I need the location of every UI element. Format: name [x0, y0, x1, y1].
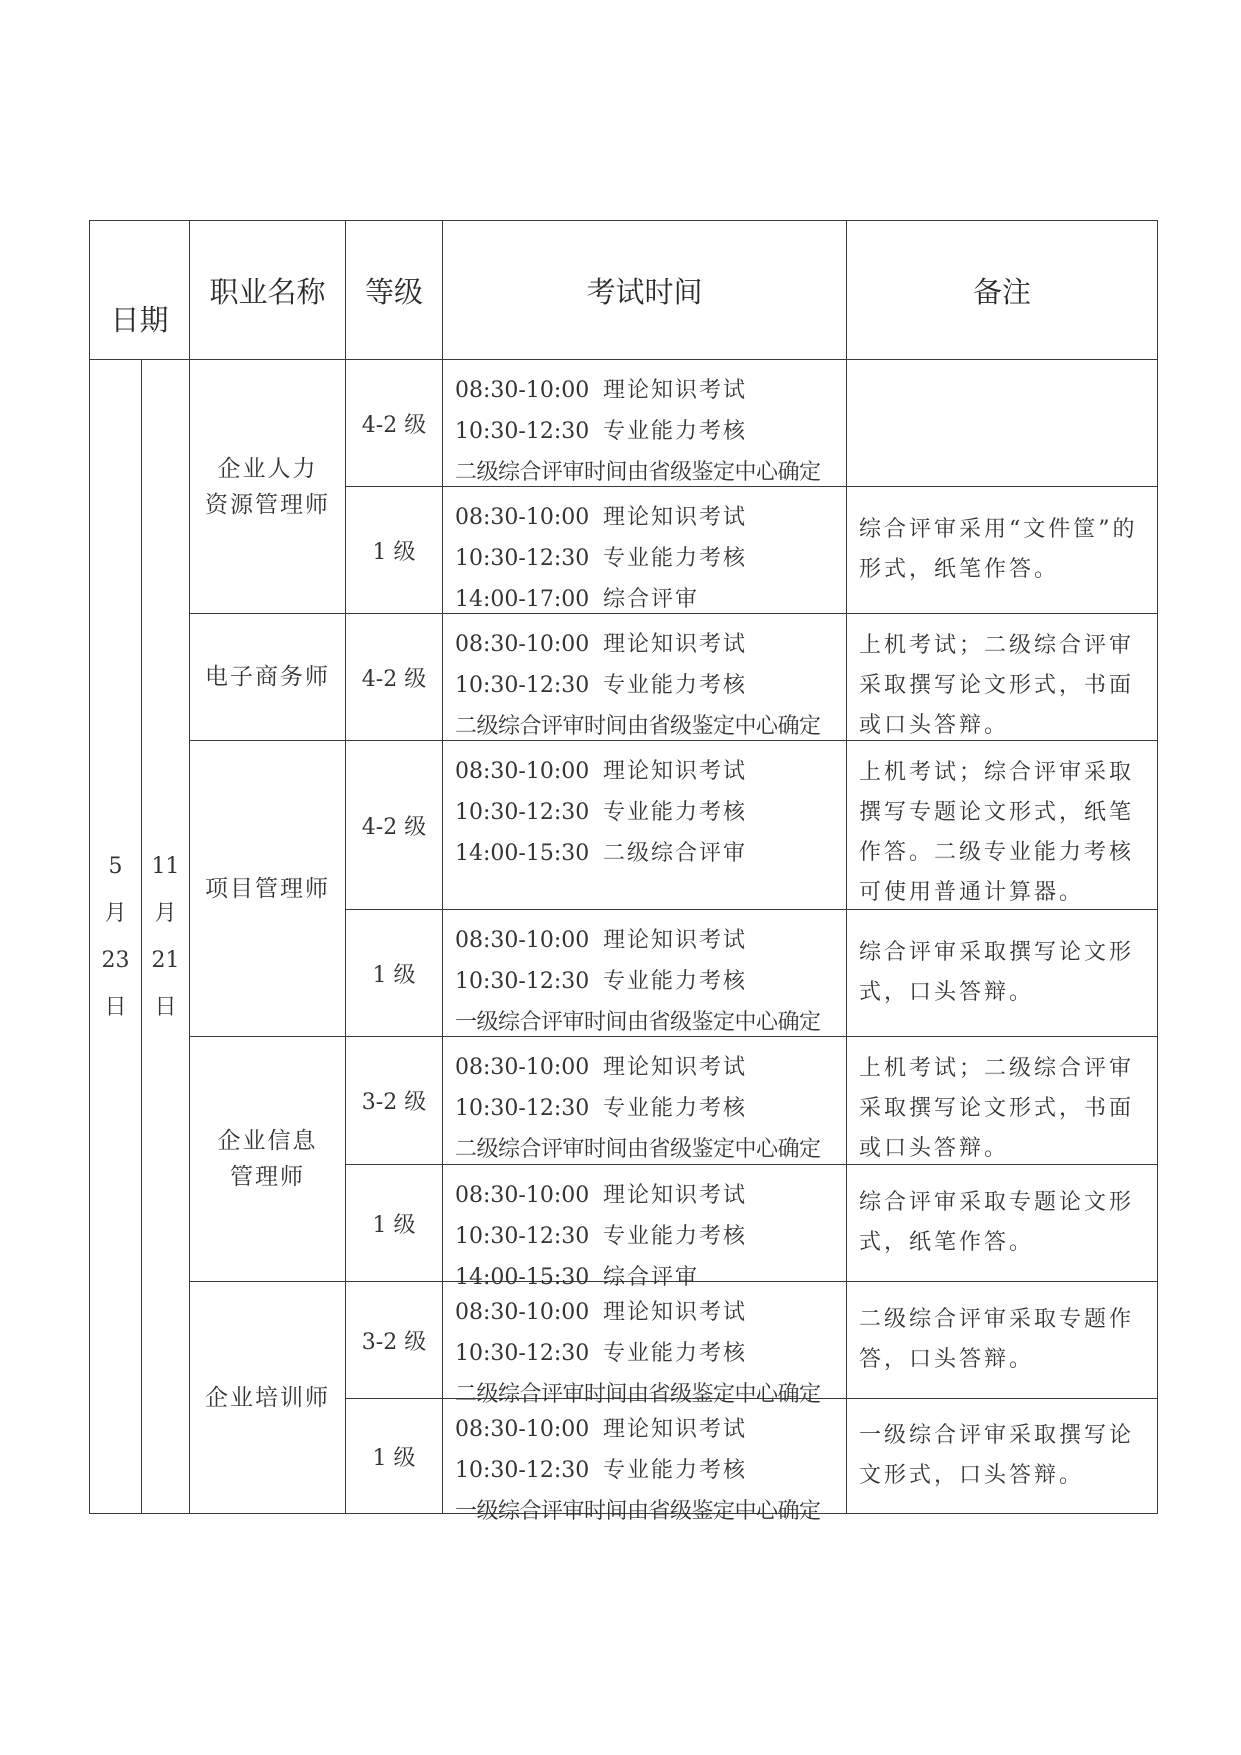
exam-time-range: 08:30-10:00: [455, 1055, 590, 1080]
remark-cell: [847, 1282, 1157, 1399]
remark-text: 综合评审采取撰写论文形式，口头答辩。: [859, 940, 1135, 1005]
occupation-name: [205, 871, 330, 907]
remark-text: 一级综合评审采取撰写论文形式，口头答辩。: [859, 1423, 1135, 1488]
date-1-part: 23: [101, 947, 130, 973]
exam-time-range: 10:30-12:30: [455, 673, 590, 698]
exam-time-line: [455, 538, 846, 579]
exam-time-range: 10:30-12:30: [455, 969, 590, 994]
exam-subject: 专业能力考核: [603, 1096, 748, 1121]
exam-time-line: [455, 1292, 846, 1333]
exam-note: 二级综合评审时间由省级鉴定中心确定: [455, 1137, 821, 1162]
exam-time-line: [455, 1175, 846, 1216]
exam-time-line: [455, 1491, 846, 1532]
date-col-2: [142, 360, 190, 1513]
exam-time-line: [455, 751, 846, 792]
exam-subject: 综合评审: [603, 1265, 700, 1290]
header-level: [346, 221, 443, 360]
occupation-name-line: 项目管理师: [205, 875, 330, 902]
exam-subject: 理论知识考试: [603, 1183, 748, 1208]
exam-time-line: [455, 497, 846, 538]
level-label: 3-2 级: [361, 1090, 427, 1115]
occupation-name-line: 电子商务师: [205, 664, 330, 690]
exam-note: 一级综合评审时间由省级鉴定中心确定: [455, 1499, 821, 1524]
exam-time-range: 14:00-15:30: [455, 1265, 590, 1290]
exam-subject: 理论知识考试: [603, 1055, 748, 1080]
exam-subject: 综合评审: [603, 587, 700, 612]
exam-note: 一级综合评审时间由省级鉴定中心确定: [455, 1010, 821, 1035]
date-2-part: 21: [151, 947, 180, 973]
exam-time-line: [455, 1216, 846, 1257]
level-label: 4-2 级: [361, 412, 427, 438]
occupation-name-line: 管理师: [230, 1164, 305, 1190]
level-label: 1 级: [372, 1212, 416, 1238]
level-cell: [346, 360, 443, 487]
level-label: 3-2 级: [361, 1329, 427, 1355]
exam-time-cell: [443, 614, 847, 741]
occupation-name: [205, 1380, 330, 1416]
exam-time-range: 08:30-10:00: [455, 632, 590, 657]
exam-time-range: 10:30-12:30: [455, 1341, 590, 1366]
occupation-name-line: 企业培训师: [205, 1384, 330, 1411]
level-label: 1 级: [372, 1445, 416, 1471]
exam-note: 二级综合评审时间由省级鉴定中心确定: [455, 1382, 821, 1407]
level-cell: [346, 1165, 443, 1282]
exam-note: 二级综合评审时间由省级鉴定中心确定: [455, 460, 821, 485]
exam-time-cell: [443, 910, 847, 1037]
remark-text: 上机考试；二级综合评审采取撰写论文形式，书面或口头答辩。: [859, 1056, 1135, 1161]
exam-subject: 专业能力考核: [603, 419, 748, 444]
level-label: 4-2 级: [361, 666, 427, 692]
exam-time-line: [455, 833, 846, 874]
occupation-name: [205, 659, 330, 695]
date-1-part: 5: [108, 853, 123, 879]
remark-cell: [847, 614, 1157, 741]
exam-time-range: 08:30-10:00: [455, 1300, 590, 1325]
exam-subject: 专业能力考核: [603, 546, 748, 571]
exam-time-range: 10:30-12:30: [455, 1224, 590, 1249]
exam-subject: 理论知识考试: [603, 1417, 748, 1442]
date-2-part: 11: [151, 853, 180, 879]
exam-subject: 专业能力考核: [603, 800, 748, 825]
header-occupation-label: 职业名称: [209, 274, 326, 309]
exam-time-line: [455, 792, 846, 833]
remark-text: 二级综合评审采取专题作答，口头答辩。: [859, 1307, 1135, 1372]
exam-time-cell: [443, 1037, 847, 1165]
exam-time-range: 08:30-10:00: [455, 759, 590, 784]
level-cell: [346, 741, 443, 910]
level-cell: [346, 614, 443, 741]
date-1-part: 月: [104, 900, 127, 926]
exam-subject: 专业能力考核: [603, 969, 748, 994]
header-date: [90, 221, 190, 360]
remark-cell: [847, 360, 1157, 487]
exam-time-line: [455, 1450, 846, 1491]
level-cell: [346, 910, 443, 1037]
date-col-1: [90, 360, 142, 1513]
exam-time-range: 10:30-12:30: [455, 800, 590, 825]
exam-time-line: [455, 1129, 846, 1170]
occupation-cell: [190, 741, 346, 1037]
exam-note: 二级综合评审时间由省级鉴定中心确定: [455, 714, 821, 739]
remark-cell: [847, 741, 1157, 910]
exam-time-line: [455, 920, 846, 961]
exam-subject: 专业能力考核: [603, 1341, 748, 1366]
exam-time-line: [455, 370, 846, 411]
remark-cell: [847, 910, 1157, 1037]
exam-subject: 专业能力考核: [603, 673, 748, 698]
level-cell: [346, 1399, 443, 1513]
occupation-name-line: 资源管理师: [205, 491, 330, 518]
occupation-cell: [190, 1037, 346, 1282]
exam-subject: 理论知识考试: [603, 1300, 748, 1325]
exam-time-cell: [443, 1282, 847, 1407]
exam-time-range: 10:30-12:30: [455, 1458, 590, 1483]
exam-time-range: 08:30-10:00: [455, 1417, 590, 1442]
exam-subject: 二级综合评审: [603, 841, 748, 866]
exam-subject: 理论知识考试: [603, 928, 748, 953]
occupation-name-line: 企业信息: [217, 1128, 318, 1154]
exam-time-cell: [443, 741, 847, 910]
exam-time-range: 10:30-12:30: [455, 1096, 590, 1121]
date-1-part: 日: [104, 994, 127, 1020]
exam-schedule-table: [89, 220, 1158, 1524]
exam-time-line: [455, 1409, 846, 1450]
level-cell: [346, 1037, 443, 1165]
exam-time-range: 08:30-10:00: [455, 1183, 590, 1208]
header-exam-time-label: 考试时间: [586, 274, 703, 309]
exam-time-range: 08:30-10:00: [455, 378, 590, 403]
remark-cell: [847, 487, 1157, 614]
occupation-cell: [190, 360, 346, 614]
exam-time-cell: [443, 1165, 847, 1290]
exam-time-range: 14:00-15:30: [455, 841, 590, 866]
exam-time-cell: [443, 1399, 847, 1524]
exam-time-line: [455, 624, 846, 665]
exam-time-line: [455, 1047, 846, 1088]
header-date-label: 日期: [110, 303, 169, 337]
level-cell: [346, 487, 443, 614]
exam-time-line: [455, 1333, 846, 1374]
exam-time-range: 08:30-10:00: [455, 505, 590, 530]
exam-time-range: 10:30-12:30: [455, 419, 590, 444]
header-occupation: [190, 221, 346, 360]
remark-cell: [847, 1399, 1157, 1513]
header-exam-time: [443, 221, 847, 360]
level-cell: [346, 1282, 443, 1399]
exam-time-line: [455, 961, 846, 1002]
remark-cell: [847, 1037, 1157, 1165]
exam-subject: 专业能力考核: [603, 1458, 748, 1483]
exam-time-line: [455, 1088, 846, 1129]
level-label: 1 级: [372, 539, 416, 565]
occupation-cell: [190, 1282, 346, 1513]
header-remark-label: 备注: [972, 274, 1031, 309]
exam-subject: 理论知识考试: [603, 632, 748, 657]
exam-time-line: [455, 665, 846, 706]
remark-text: 综合评审采取专题论文形式，纸笔作答。: [859, 1190, 1135, 1255]
exam-time-line: [455, 411, 846, 452]
date-2-part: 日: [154, 994, 177, 1020]
level-label: 4-2 级: [361, 814, 427, 840]
exam-subject: 理论知识考试: [603, 378, 748, 403]
exam-time-range: 10:30-12:30: [455, 546, 590, 571]
exam-subject: 理论知识考试: [603, 759, 748, 784]
header-remark: [847, 221, 1157, 360]
remark-cell: [847, 1165, 1157, 1282]
exam-time-range: 14:00-17:00: [455, 587, 590, 612]
exam-time-cell: [443, 487, 847, 614]
level-label: 1 级: [372, 962, 416, 988]
remark-text: 综合评审采用“文件筐”的形式，纸笔作答。: [859, 517, 1138, 582]
remark-text: 上机考试；综合评审采取撰写专题论文形式，纸笔作答。二级专业能力考核可使用普通计算器。: [859, 760, 1135, 905]
exam-time-range: 08:30-10:00: [455, 928, 590, 953]
header-level-label: 等级: [364, 274, 423, 309]
date-2-part: 月: [154, 900, 177, 926]
exam-subject: 理论知识考试: [603, 505, 748, 530]
occupation-name-line: 企业人力: [217, 455, 318, 482]
occupation-cell: [190, 614, 346, 741]
remark-text: 上机考试；二级综合评审采取撰写论文形式，书面或口头答辩。: [859, 633, 1135, 738]
exam-time-cell: [443, 360, 847, 487]
exam-subject: 专业能力考核: [603, 1224, 748, 1249]
occupation-name: [218, 1123, 318, 1195]
occupation-name: [205, 451, 330, 523]
